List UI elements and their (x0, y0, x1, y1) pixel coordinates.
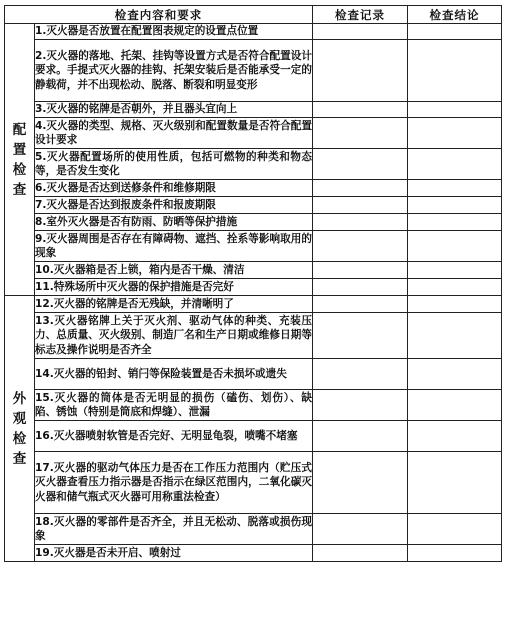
category-config-check: 配置检查 (5, 24, 35, 296)
table-row (5, 545, 502, 562)
table-row (5, 279, 502, 296)
record-cell[interactable] (313, 390, 408, 421)
record-cell[interactable] (313, 545, 408, 562)
item-18: 18.灭火器的零部件是否齐全，并且无松动、脱落或损伤现象 (35, 514, 313, 545)
item-1: 1.灭火器是否放置在配置图表规定的设置点位置 (35, 24, 313, 40)
conclusion-cell[interactable] (408, 421, 502, 452)
table-row (5, 359, 502, 390)
conclusion-cell[interactable] (408, 359, 502, 390)
item-19: 19.灭火器是否未开启、喷射过 (35, 545, 313, 562)
table-row (5, 214, 502, 231)
item-8: 8.室外灭火器是否有防雨、防晒等保护措施 (35, 214, 313, 231)
conclusion-cell[interactable] (408, 40, 502, 102)
table-row (5, 149, 502, 180)
record-cell[interactable] (313, 359, 408, 390)
record-cell[interactable] (313, 118, 408, 149)
table-row (5, 390, 502, 421)
item-14: 14.灭火器的铅封、销闩等保险装置是否未损坏或遗失 (35, 359, 313, 390)
item-2: 2.灭火器的落地、托架、挂钩等设置方式是否符合配置设计要求。手提式灭火器的挂钩、托架安装后是否能承受一定的静载荷，并不出现松动、脱落、断裂和明显变形 (35, 40, 313, 102)
conclusion-cell[interactable] (408, 149, 502, 180)
record-cell[interactable] (313, 279, 408, 296)
item-6: 6.灭火器是否达到送修条件和维修期限 (35, 180, 313, 197)
table-row (5, 421, 502, 452)
table-row (5, 296, 502, 313)
inspection-table (4, 5, 502, 562)
record-cell[interactable] (313, 214, 408, 231)
record-cell[interactable] (313, 296, 408, 313)
record-cell[interactable] (313, 24, 408, 40)
item-7: 7.灭火器是否达到报废条件和报废期限 (35, 197, 313, 214)
record-cell[interactable] (313, 40, 408, 102)
record-cell[interactable] (313, 313, 408, 359)
conclusion-cell[interactable] (408, 514, 502, 545)
conclusion-cell[interactable] (408, 102, 502, 118)
item-5: 5.灭火器配置场所的使用性质，包括可燃物的种类和物态等，是否发生变化 (35, 149, 313, 180)
conclusion-cell[interactable] (408, 197, 502, 214)
record-cell[interactable] (313, 514, 408, 545)
table-row (5, 180, 502, 197)
item-11: 11.特殊场所中灭火器的保护措施是否完好 (35, 279, 313, 296)
item-10: 10.灭火器箱是否上锁，箱内是否干燥、清洁 (35, 262, 313, 279)
table-row (5, 40, 502, 102)
table-row (5, 102, 502, 118)
conclusion-cell[interactable] (408, 231, 502, 262)
record-cell[interactable] (313, 180, 408, 197)
conclusion-cell[interactable] (408, 452, 502, 514)
table-row (5, 262, 502, 279)
table-row (5, 24, 502, 40)
record-cell[interactable] (313, 149, 408, 180)
conclusion-cell[interactable] (408, 296, 502, 313)
conclusion-cell[interactable] (408, 545, 502, 562)
category-appearance-check: 外观检查 (5, 296, 35, 562)
item-15: 15.灭火器的筒体是否无明显的损伤（磕伤、划伤）、缺陷、锈蚀（特别是筒底和焊缝）、泄漏 (35, 390, 313, 421)
record-cell[interactable] (313, 421, 408, 452)
header-row (5, 6, 502, 24)
conclusion-cell[interactable] (408, 24, 502, 40)
record-cell[interactable] (313, 197, 408, 214)
table-row (5, 452, 502, 514)
conclusion-cell[interactable] (408, 262, 502, 279)
record-cell[interactable] (313, 452, 408, 514)
item-17: 17.灭火器的驱动气体压力是否在工作压力范围内（贮压式灭火器查看压力指示器是否指示在绿区范围内，二氧化碳灭火器和储气瓶式灭火器可用称重法检查） (35, 452, 313, 514)
conclusion-cell[interactable] (408, 214, 502, 231)
item-12: 12.灭火器的铭牌是否无残缺，并清晰明了 (35, 296, 313, 313)
item-4: 4.灭火器的类型、规格、灭火级别和配置数量是否符合配置设计要求 (35, 118, 313, 149)
table-row (5, 514, 502, 545)
table-row (5, 313, 502, 359)
header-record: 检查记录 (313, 6, 408, 24)
table-row (5, 197, 502, 214)
record-cell[interactable] (313, 231, 408, 262)
item-16: 16.灭火器喷射软管是否完好、无明显龟裂，喷嘴不堵塞 (35, 421, 313, 452)
item-3: 3.灭火器的铭牌是否朝外，并且器头宜向上 (35, 102, 313, 118)
conclusion-cell[interactable] (408, 313, 502, 359)
record-cell[interactable] (313, 102, 408, 118)
header-conclusion: 检查结论 (408, 6, 502, 24)
item-13: 13.灭火器铭牌上关于灭火剂、驱动气体的种类、充装压力、总质量、灭火级别、制造厂名和生产日期或维修日期等标志及操作说明是否齐全 (35, 313, 313, 359)
conclusion-cell[interactable] (408, 390, 502, 421)
table-row (5, 231, 502, 262)
conclusion-cell[interactable] (408, 180, 502, 197)
header-content: 检查内容和要求 (5, 6, 313, 24)
conclusion-cell[interactable] (408, 118, 502, 149)
conclusion-cell[interactable] (408, 279, 502, 296)
table-row (5, 118, 502, 149)
record-cell[interactable] (313, 262, 408, 279)
item-9: 9.灭火器周围是否存在有障碍物、遮挡、拴系等影响取用的现象 (35, 231, 313, 262)
